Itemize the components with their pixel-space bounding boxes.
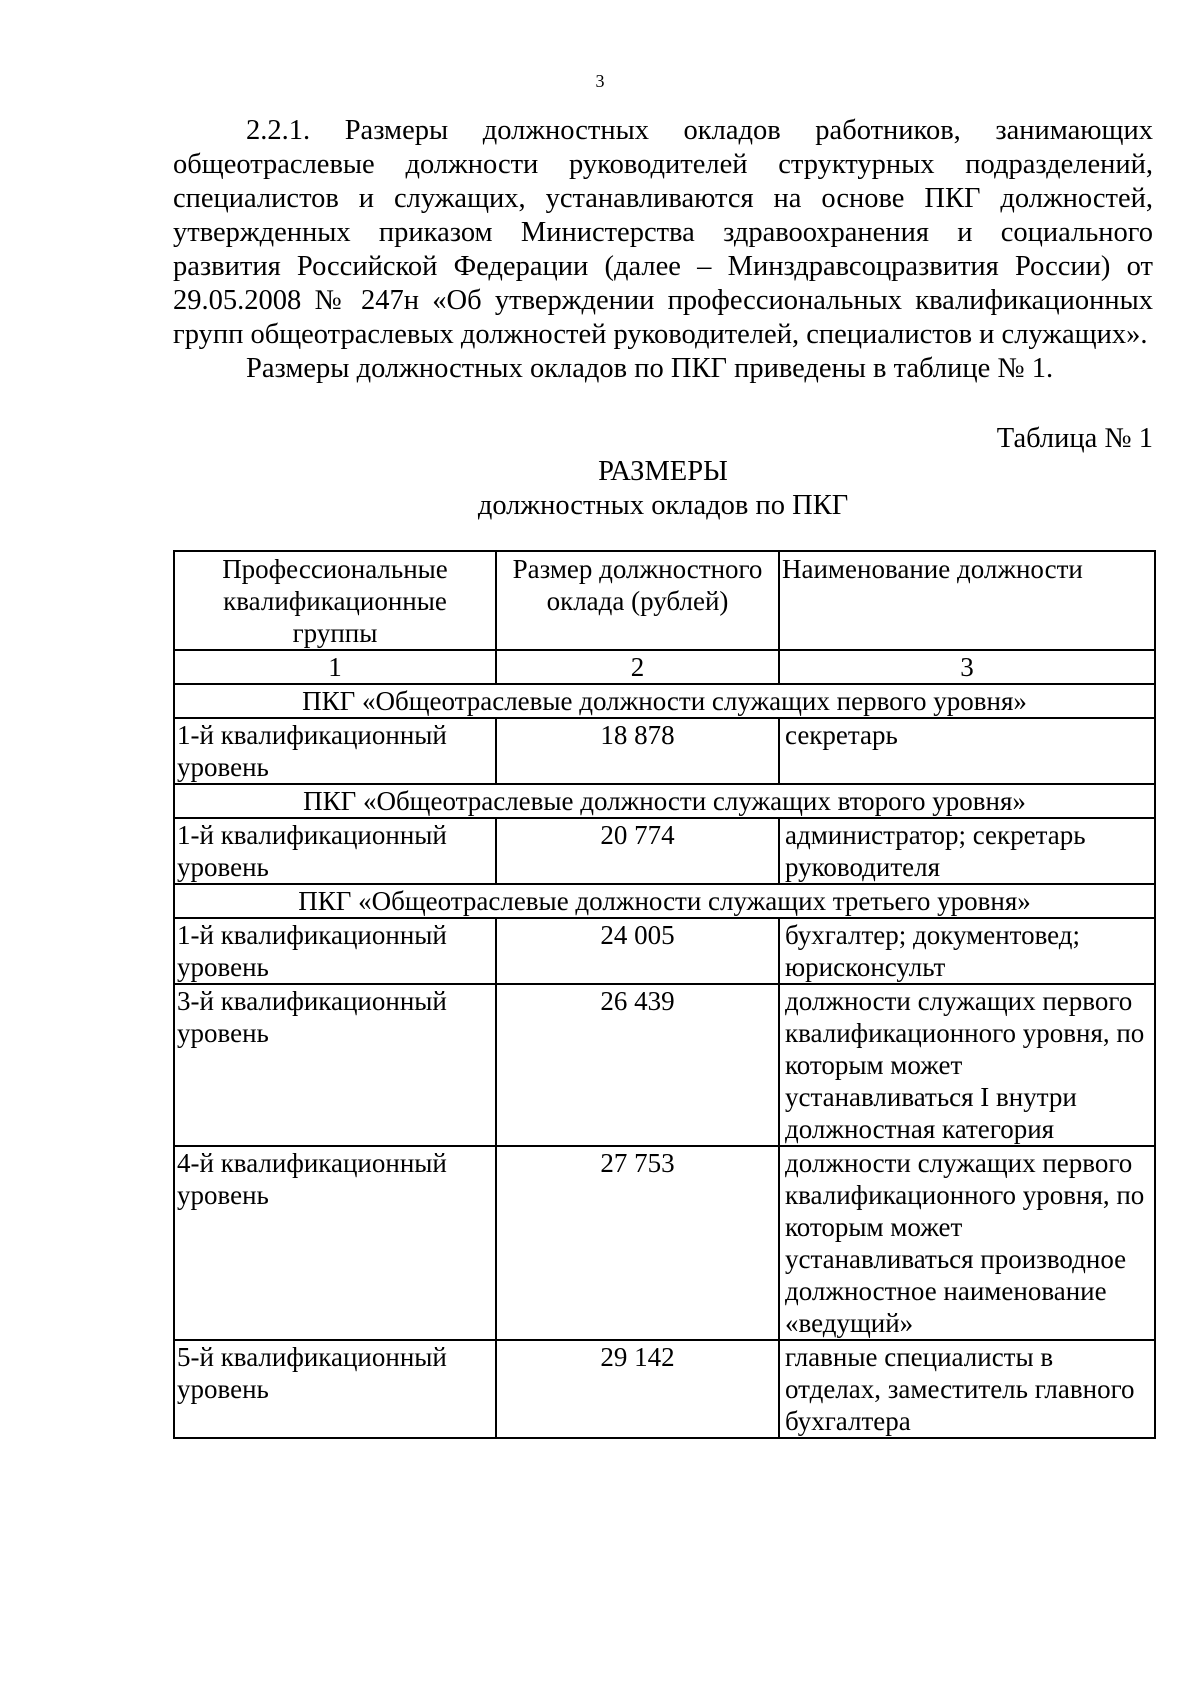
positions-cell: должности служащих первого квалификационного уровня, по которым может устанавливаться производное должностное наименование «ведущий»	[779, 1146, 1155, 1340]
group-title: ПКГ «Общеотраслевые должности служащих первого уровня»	[174, 684, 1155, 718]
table-row	[174, 984, 1155, 1146]
salary-cell: 24 005	[496, 918, 779, 984]
table-row	[174, 1146, 1155, 1340]
positions-cell: секретарь	[779, 718, 1155, 784]
table-label: Таблица № 1	[996, 423, 1153, 454]
table-title: РАЗМЕРЫ	[598, 456, 728, 487]
group-row	[174, 884, 1155, 918]
table-heading	[173, 455, 1153, 523]
page-number: 3	[595, 71, 605, 91]
salary-cell: 18 878	[496, 718, 779, 784]
paragraph-2-2-1: 2.2.1. Размеры должностных окладов работников, занимающих общеотраслевые должности руководителей структурных подразделений, специалистов и служащих, устанавливаются на основе ПКГ должностей, утвержденных приказом Министерства здравоохранения и социального развития Российской Федерации (далее – Минздравсоцразвития России) от 29.05.2008 № 247н «Об утверждении профессиональных квалификационных групп общеотраслевых должностей руководителей, специалистов и служащих».	[173, 115, 1153, 350]
positions-cell: главные специалисты в отделах, заместитель главного бухгалтера	[779, 1340, 1155, 1438]
table-row	[174, 1340, 1155, 1438]
group-row	[174, 684, 1155, 718]
table-header-row	[174, 551, 1155, 650]
column-number: 1	[174, 650, 496, 684]
header-groups: Профессиональные квалификационные группы	[174, 551, 496, 650]
table-subtitle: должностных окладов по ПКГ	[477, 490, 849, 521]
group-title: ПКГ «Общеотраслевые должности служащих третьего уровня»	[174, 884, 1155, 918]
salary-cell: 20 774	[496, 818, 779, 884]
positions-cell: администратор; секретарь руководителя	[779, 818, 1155, 884]
column-number: 2	[496, 650, 779, 684]
level-cell: 4-й квалификационный уровень	[174, 1146, 496, 1340]
header-position: Наименование должности	[779, 551, 1155, 650]
salary-cell: 29 142	[496, 1340, 779, 1438]
positions-cell: должности служащих первого квалификационного уровня, по которым может устанавливаться I внутри должностная категория	[779, 984, 1155, 1146]
positions-cell: бухгалтер; документовед; юрисконсульт	[779, 918, 1155, 984]
column-number: 3	[779, 650, 1155, 684]
table-row	[174, 918, 1155, 984]
level-cell: 5-й квалификационный уровень	[174, 1340, 496, 1438]
salary-table	[173, 550, 1156, 1439]
body-text	[173, 114, 1153, 386]
column-numbers-row	[174, 650, 1155, 684]
level-cell: 1-й квалификационный уровень	[174, 718, 496, 784]
table-row	[174, 718, 1155, 784]
table-row	[174, 818, 1155, 884]
header-salary: Размер должностного оклада (рублей)	[496, 551, 779, 650]
salary-cell: 27 753	[496, 1146, 779, 1340]
paragraph-table-reference: Размеры должностных окладов по ПКГ приведены в таблице № 1.	[246, 353, 1054, 384]
level-cell: 1-й квалификационный уровень	[174, 818, 496, 884]
salary-cell: 26 439	[496, 984, 779, 1146]
group-title: ПКГ «Общеотраслевые должности служащих второго уровня»	[174, 784, 1155, 818]
group-row	[174, 784, 1155, 818]
level-cell: 3-й квалификационный уровень	[174, 984, 496, 1146]
level-cell: 1-й квалификационный уровень	[174, 918, 496, 984]
